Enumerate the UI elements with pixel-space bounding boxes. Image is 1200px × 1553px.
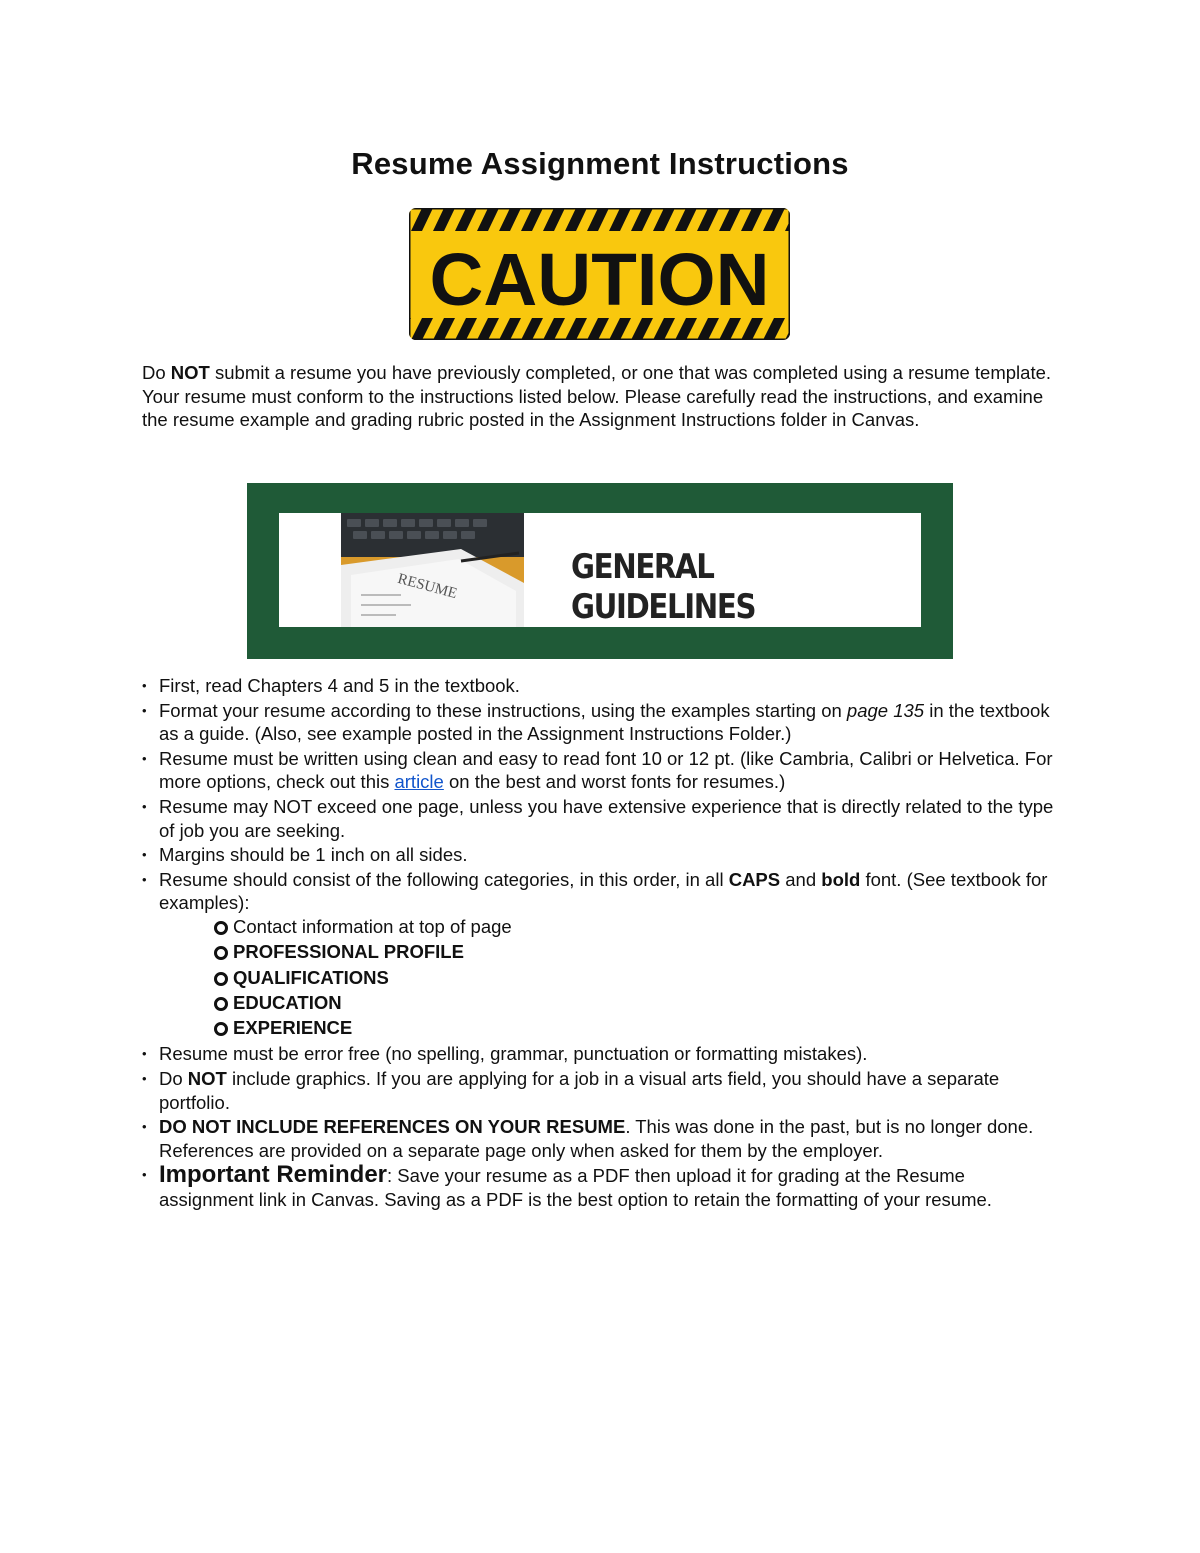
bullet-icon: • (142, 1046, 147, 1062)
important-reminder-label: Important Reminder (159, 1161, 388, 1189)
list-item: • Do NOT include graphics. If you are applying for a job in a visual arts field, you should have a separate portfolio. (142, 1068, 1000, 1113)
intro-paragraph: Do NOT submit a resume you have previously completed, or one that was completed using a resume template. Your resume must conform to the instructions listed below. Please carefully read the instructions, and examine the resume example and grading rubric posted in the Assignment Instructions folder in Canvas. (142, 362, 1052, 431)
bullet-icon: • (142, 798, 147, 814)
category-item: EDUCATION (159, 991, 1064, 1016)
bullet-icon: • (142, 847, 147, 863)
bullet-icon: • (142, 678, 147, 693)
category-item: Contact information at top of page (159, 915, 1064, 940)
circle-bullet-icon (214, 997, 228, 1011)
bullet-icon: • (142, 1167, 147, 1183)
general-guidelines-banner (247, 483, 953, 659)
list-item: • Resume may NOT exceed one page, unless you have extensive experience that is directly related to the type of job you are seeking. (142, 795, 1054, 841)
list-item: • Important Reminder: Save your resume as a PDF then upload it for grading at the Resume assignment link in Canvas. Saving as a PDF is the best option to retain the formatting of your resume. (142, 1161, 992, 1211)
banner-heading: GENERAL GUIDELINES (571, 547, 756, 627)
category-item: EXPERIENCE (159, 1016, 1064, 1041)
resume-photo-text: RESUME (395, 570, 459, 603)
circle-bullet-icon (214, 1022, 228, 1036)
resume-photo-illustration (341, 513, 524, 627)
bullet-icon: • (142, 750, 147, 766)
category-item: QUALIFICATIONS (159, 966, 1064, 991)
list-item: • First, read Chapters 4 and 5 in the textbook. (142, 675, 520, 696)
circle-bullet-icon (214, 921, 228, 935)
category-item: PROFESSIONAL PROFILE (159, 940, 1064, 965)
guidelines-list (0, 674, 1100, 1213)
banner-panel (279, 513, 921, 627)
caution-text: CAUTION (429, 238, 770, 321)
page-title: Resume Assignment Instructions (351, 146, 849, 181)
list-item: • Resume should consist of the following categories, in this order, in all CAPS and bold font. (See textbook for examples): Contact information at top of page PROFESSIONAL PROFILE QUALIFICATIONS EDUCATION EXPERIENCE (0, 868, 1064, 1042)
bullet-icon: • (142, 871, 147, 887)
list-item: • Resume must be error free (no spelling, grammar, punctuation or formatting mistakes). (142, 1043, 868, 1065)
list-item: • Format your resume according to these instructions, using the examples starting on page 135 in the textbook as a guide. (Also, see example posted in the Assignment Instructions Folder.) (142, 699, 1050, 745)
list-item: • Margins should be 1 inch on all sides. (142, 844, 468, 866)
bullet-icon: • (142, 1071, 147, 1087)
caution-sign (409, 208, 790, 340)
bullet-icon: • (142, 1119, 147, 1135)
list-item: • Resume must be written using clean and easy to read font 10 or 12 pt. (like Cambria, Calibri or Helvetica. For more options, check out this article on the best and worst fonts for resumes.) (142, 747, 1053, 793)
article-link[interactable]: article (394, 771, 444, 793)
bullet-icon: • (142, 702, 147, 718)
list-item: • DO NOT INCLUDE REFERENCES ON YOUR RESUME. This was done in the past, but is no longer done. References are provided on a separate page only when asked for them by the employer. (142, 1116, 1034, 1161)
circle-bullet-icon (214, 946, 228, 960)
circle-bullet-icon (214, 972, 228, 986)
categories-list (159, 915, 1064, 1041)
